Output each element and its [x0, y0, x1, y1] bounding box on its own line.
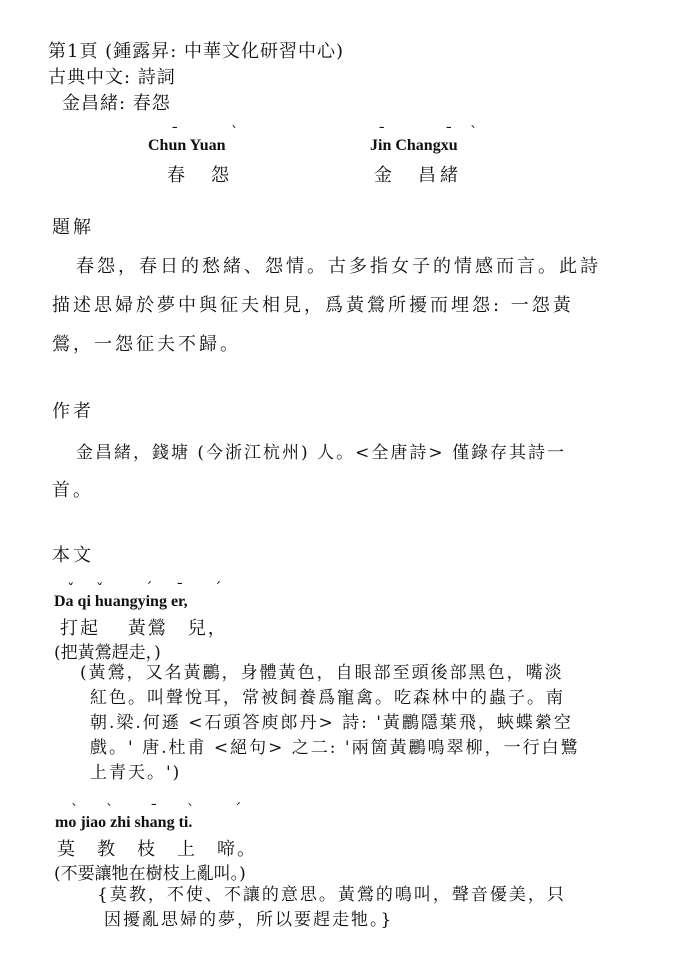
tone-mark-icon: ¯	[176, 580, 184, 598]
tone-mark-icon: ¯	[378, 124, 386, 142]
tone-mark-icon: ˋ	[470, 123, 478, 141]
tijie-line-3: 鶯，一怨征夫不歸。	[52, 334, 241, 355]
title-chinese: 春 怨	[167, 165, 233, 186]
page-header-line1: 第1頁 (鍾露昇: 中華文化研習中心)	[48, 41, 345, 62]
tone-mark-icon: ˋ	[187, 801, 195, 819]
verse2-pinyin: mo jiao zhi shang ti.	[55, 814, 193, 831]
author-pinyin: Jin Changxu	[370, 137, 458, 154]
verse2-note-line-1: {莫教，不使、不讓的意思。黃鶯的鳴叫，聲音優美，只	[97, 885, 566, 905]
page-header-line2: 古典中文: 詩詞	[48, 67, 176, 88]
tone-mark-icon: ˊ	[145, 579, 153, 597]
tone-mark-icon: ¯	[445, 124, 453, 142]
tone-mark-icon: ˋ	[106, 801, 114, 819]
author-chinese: 金 昌緒	[374, 165, 462, 186]
tone-mark-icon: ¯	[150, 801, 158, 819]
verse1-note-line-3: 朝.梁.何遜 <石頭答庾郎丹> 詩: '黃鸝隱葉飛，蛺蝶縈空	[90, 713, 573, 733]
verse1-note-line-4: 戲。' 唐.杜甫 <絕句> 之二: '兩箇黃鸝鳴翠柳，一行白鷺	[90, 738, 580, 758]
section-heading-text: 本文	[52, 545, 94, 566]
title-pinyin: Chun Yuan	[148, 137, 226, 154]
author-line-1: 金昌緒，錢塘 (今浙江杭州) 人。<全唐詩> 僅錄存其詩一	[76, 443, 566, 463]
tone-mark-icon: ˊ	[234, 800, 242, 818]
tone-mark-icon: ¯	[171, 124, 179, 142]
verse2-chinese: 莫 教 枝 上 啼。	[57, 839, 257, 860]
verse2-note-line-2: 因擾亂思婦的夢，所以要趕走牠。}	[104, 910, 394, 930]
verse1-translation: (把黃鶯趕走，)	[54, 643, 161, 663]
tone-mark-icon: ˋ	[231, 123, 239, 141]
verse1-note-line-5: 上青天。')	[90, 763, 182, 783]
tone-mark-icon: ˇ	[96, 580, 104, 598]
section-heading-author: 作者	[52, 401, 94, 422]
verse1-pinyin: Da qi huangying er,	[54, 593, 188, 610]
verse2-translation: (不要讓牠在樹枝上亂叫。)	[54, 864, 246, 884]
verse1-note-line-1: (黃鶯，又名黃鸝，身體黃色，自眼部至頭後部黑色，嘴淡	[80, 663, 564, 683]
tone-mark-icon: ˊ	[214, 579, 222, 597]
verse1-chinese: 打起 黃鶯 兒，	[60, 618, 228, 639]
tijie-line-1: 春怨，春日的愁緒、怨情。古多指女子的情感而言。此詩	[76, 256, 601, 277]
verse1-note-line-2: 紅色。叫聲悅耳，常被飼養爲寵禽。吃森林中的蟲子。南	[90, 688, 565, 708]
tone-mark-icon: ˋ	[71, 801, 79, 819]
tijie-line-2: 描述思婦於夢中與征夫相見，爲黃鶯所擾而埋怨: 一怨黃	[52, 295, 574, 316]
author-line-2: 首。	[52, 480, 94, 501]
tone-mark-icon: ˇ	[67, 580, 75, 598]
page-header-line3: 金昌緒: 春怨	[62, 93, 171, 114]
section-heading-tijie: 題解	[52, 217, 94, 238]
